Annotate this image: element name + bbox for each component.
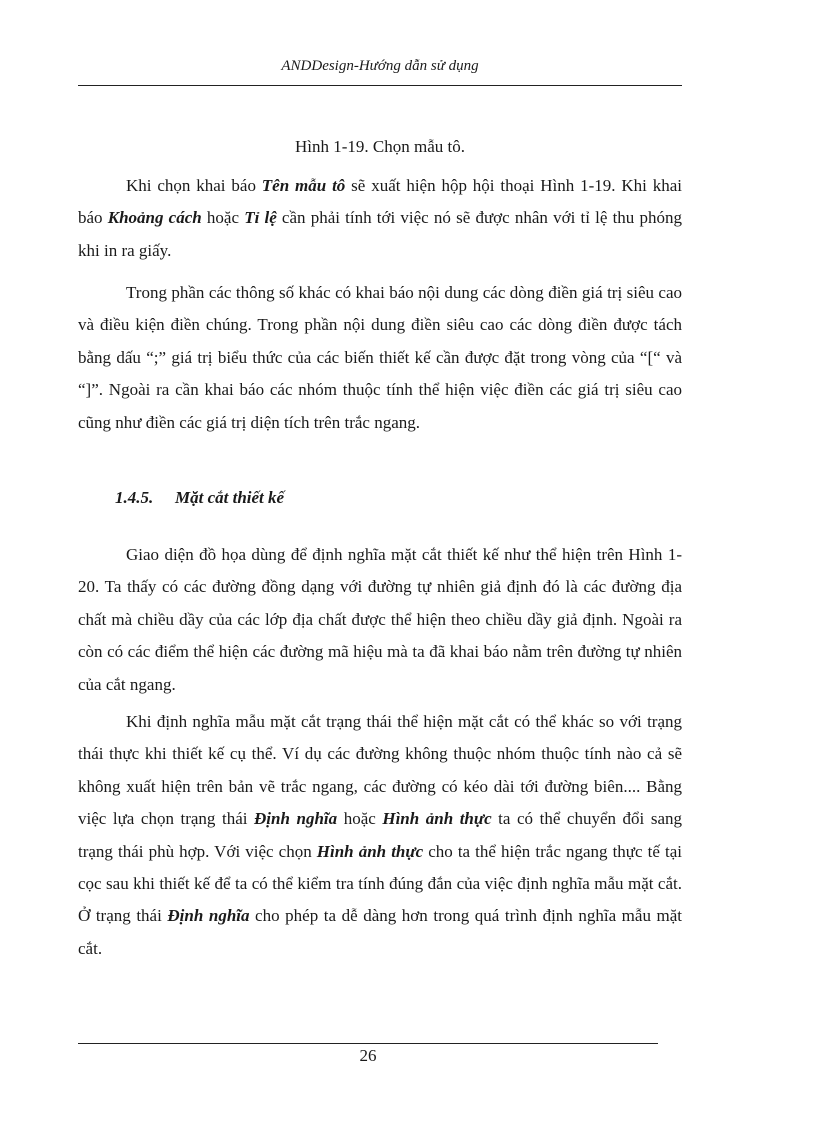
term-template-name: Tên mẫu tô xyxy=(261,176,346,195)
section-number: 1.4.5. xyxy=(115,488,154,507)
term-definition: Định nghĩa xyxy=(254,809,338,829)
paragraph-template-name: Khi chọn khai báo Tên mẫu tô sẽ xuất hiện hộp hội thoại Hình 1-19. Khi khai báo Khoảng cách hoặc Tỉ lệ cần phải tính tới việc nó sẽ được nhân với tỉ lệ thu phóng khi in ra giấy. xyxy=(78,176,682,260)
term-actual-image: Hình ảnh thực xyxy=(316,841,424,861)
paragraph-section-states: Khi định nghĩa mẫu mặt cắt trạng thái thể hiện mặt cắt có thể khác so với trạng thái thực khi thiết kế cụ thể. Ví dụ các đường không thuộc nhóm thuộc tính nào cả sẽ không xuất hiện trên bản vẽ trắc ngang, các đường có kéo dài tới đường biên.... Bằng việc lựa chọn trạng thái Định nghĩa hoặc Hình ảnh thực ta có thể chuyển đổi sang trạng thái phù hợp. Với việc chọn Hình ảnh thực cho ta thể hiện trắc ngang thực tế tại cọc sau khi thiết kế để ta có thể kiểm tra tính đúng đắn của việc định nghĩa mẫu mặt cắt. Ở trạng thái Định nghĩa cho phép ta dễ dàng hơn trong quá trình định nghĩa mẫu mặt cắt. xyxy=(78,712,683,958)
term-spacing: Khoảng cách xyxy=(107,208,202,228)
page-number: 26 xyxy=(359,1046,377,1065)
paragraph-other-parameters: Trong phần các thông số khác có khai báo nội dung các dòng điền giá trị siêu cao và điều kiện điền chúng. Trong phần nội dung điền siêu cao các dòng điền được tách bằng dấu “;” giá trị biểu thức của các biến thiết kế cần được đặt trong vòng của “[“ và “]”. Ngoài ra cần khai báo các nhóm thuộc tính thể hiện việc điền các giá trị siêu cao cũng như điền các giá trị diện tích trên trắc ngang. xyxy=(78,283,682,432)
figure-caption: Hình 1-19. Chọn mẫu tô. xyxy=(295,137,465,156)
section-title: Mặt cắt thiết kế xyxy=(175,488,285,507)
running-header: ANDDesign-Hướng dẫn sử dụng xyxy=(281,58,479,74)
paragraph-graphic-interface: Giao diện đồ họa dùng để định nghĩa mặt cắt thiết kế như thể hiện trên Hình 1-20. Ta thấy có các đường đồng dạng với đường tự nhiên giả định đó là các đường địa chất mà chiều dầy của các lớp địa chất được thể hiện theo chiều dầy giả định. Ngoài ra còn có các điểm thể hiện các đường mã hiệu mà ta đã khai báo nằm trên đường tự nhiên của cắt ngang. xyxy=(78,545,682,694)
footer-rule xyxy=(78,1043,658,1044)
section-heading xyxy=(115,488,284,508)
term-definition: Định nghĩa xyxy=(167,906,250,926)
term-actual-image: Hình ảnh thực xyxy=(382,809,492,829)
header-rule xyxy=(78,85,682,86)
term-scale: Tỉ lệ xyxy=(244,208,277,228)
